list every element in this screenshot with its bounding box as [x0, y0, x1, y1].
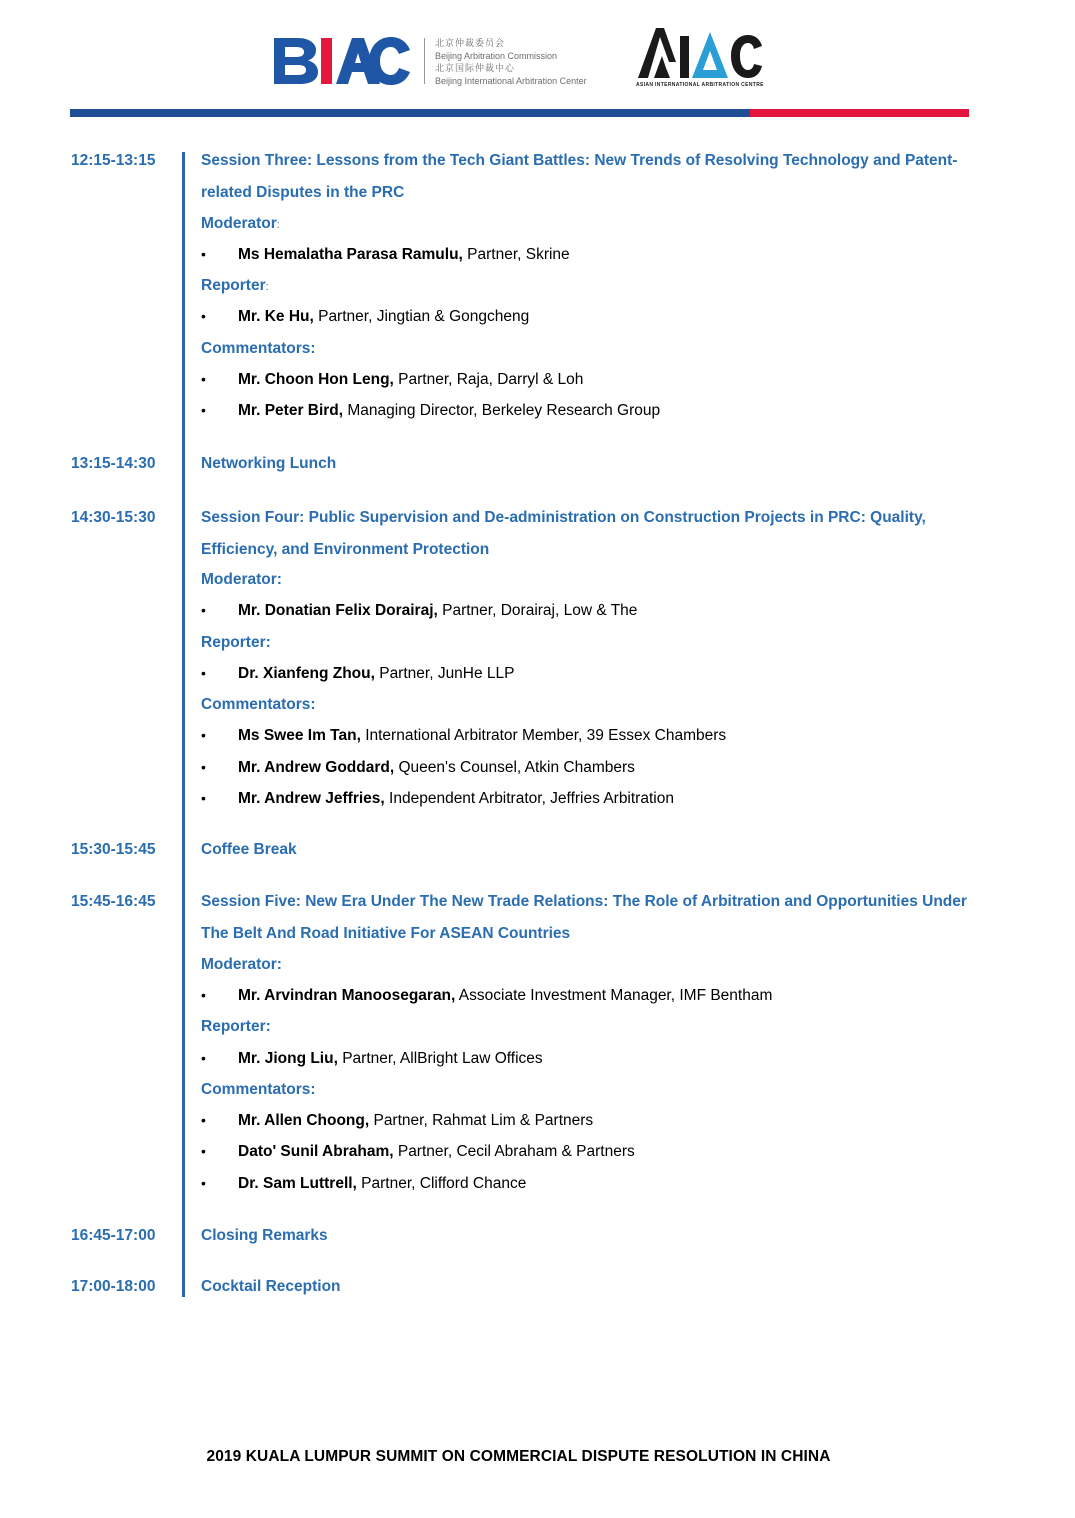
person-affiliation: Partner, AllBright Law Offices: [337, 1050, 543, 1067]
aiac-logo: [636, 24, 776, 92]
person-affiliation: Partner, Jingtian & Gongcheng: [313, 308, 530, 325]
person-affiliation: Associate Investment Manager, IMF Bentham: [455, 987, 773, 1004]
person-affiliation: Partner, Dorairaj, Low & The: [437, 602, 638, 619]
person-affiliation: Partner, Cecil Abraham & Partners: [393, 1143, 635, 1160]
time-session-five: 15:45-16:45: [71, 893, 156, 910]
bac-text-block: [435, 37, 587, 87]
person-name: Mr. Choon Hon Leng,: [238, 371, 394, 388]
person-name: Mr. Arvindran Manoosegaran,: [238, 987, 456, 1004]
person-affiliation: Partner, JunHe LLP: [374, 665, 515, 682]
person-name: Ms Hemalatha Parasa Ramulu,: [238, 246, 463, 263]
person-name: Dr. Sam Luttrell,: [238, 1175, 357, 1192]
label-moderator: Moderator:: [201, 571, 282, 588]
title-cocktail-reception: Cocktail Reception: [201, 1278, 341, 1295]
time-cocktail-reception: 17:00-18:00: [71, 1278, 156, 1295]
bac-logo: [272, 32, 612, 92]
person-name: Dato' Sunil Abraham,: [238, 1143, 394, 1160]
time-session-three: 12:15-13:15: [71, 152, 156, 169]
label-commentators: Commentators:: [201, 1081, 316, 1098]
header-bar-red: [750, 109, 969, 117]
bac-en-name: Beijing Arbitration Commission: [435, 50, 558, 61]
biac-cn-name: 北京国际仲裁中心: [435, 63, 516, 73]
person-moderator: • Ms Hemalatha Parasa Ramulu, Partner, Skrine: [201, 246, 570, 263]
person-affiliation: Partner, Clifford Chance: [356, 1175, 527, 1192]
label-reporter: Reporter:: [201, 277, 269, 294]
label-commentators: Commentators:: [201, 696, 316, 713]
time-session-four: 14:30-15:30: [71, 509, 156, 526]
aiac-logo-mark: [636, 24, 776, 82]
person-affiliation: Partner, Skrine: [462, 246, 570, 263]
person-name: Mr. Jiong Liu,: [238, 1050, 338, 1067]
person-name: Ms Swee Im Tan,: [238, 727, 361, 744]
bac-logo-mark: [272, 36, 412, 86]
bac-cn-name: 北京仲裁委员会: [435, 38, 506, 48]
bac-divider: [424, 38, 425, 84]
person-affiliation: Queen's Counsel, Atkin Chambers: [394, 759, 635, 776]
timeline-line: [182, 152, 185, 1297]
person-reporter: • Mr. Ke Hu, Partner, Jingtian & Gongcheng: [201, 308, 530, 325]
title-session-four: Session Four: Public Supervision and De-administration on Construction Projects in PRC: Quality, Efficiency, and Environment Protection: [201, 509, 926, 558]
person-name: Dr. Xianfeng Zhou,: [238, 665, 375, 682]
person-affiliation: Partner, Raja, Darryl & Loh: [393, 371, 584, 388]
person-commentator: • Dato' Sunil Abraham, Partner, Cecil Abraham & Partners: [201, 1143, 635, 1160]
header-color-bar: [70, 109, 969, 117]
person-name: Mr. Allen Choong,: [238, 1112, 370, 1129]
person-commentator: • Mr. Andrew Goddard, Queen's Counsel, Atkin Chambers: [201, 759, 635, 776]
person-name: Mr. Ke Hu,: [238, 308, 314, 325]
title-coffee-break: Coffee Break: [201, 841, 297, 858]
person-name: Mr. Donatian Felix Dorairaj,: [238, 602, 438, 619]
person-commentator: • Ms Swee Im Tan, International Arbitrator Member, 39 Essex Chambers: [201, 727, 727, 744]
title-closing-remarks: Closing Remarks: [201, 1227, 328, 1244]
footer-title: 2019 KUALA LUMPUR SUMMIT ON COMMERCIAL DISPUTE RESOLUTION IN CHINA: [206, 1448, 831, 1465]
label-moderator: Moderator:: [201, 215, 280, 232]
header-bar-blue: [70, 109, 750, 117]
label-moderator-text: Moderator: [201, 215, 277, 232]
person-reporter: • Mr. Jiong Liu, Partner, AllBright Law Offices: [201, 1050, 543, 1067]
person-moderator: • Mr. Arvindran Manoosegaran, Associate Investment Manager, IMF Bentham: [201, 987, 773, 1004]
person-affiliation: International Arbitrator Member, 39 Essex Chambers: [360, 727, 727, 744]
time-coffee-break: 15:30-15:45: [71, 841, 156, 858]
aiac-subtitle: ASIAN INTERNATIONAL ARBITRATION CENTRE: [636, 82, 764, 88]
biac-en-name: Beijing International Arbitration Center: [435, 75, 587, 86]
label-reporter-text: Reporter: [201, 277, 266, 294]
person-name: Mr. Andrew Jeffries,: [238, 790, 385, 807]
header-logos: [0, 22, 1075, 94]
person-name: Mr. Andrew Goddard,: [238, 759, 395, 776]
label-reporter: Reporter:: [201, 634, 271, 651]
person-affiliation: Managing Director, Berkeley Research Group: [343, 402, 661, 419]
label-moderator: Moderator:: [201, 956, 282, 973]
label-commentators: Commentators:: [201, 340, 316, 357]
person-affiliation: Independent Arbitrator, Jeffries Arbitration: [384, 790, 674, 807]
time-networking-lunch: 13:15-14:30: [71, 455, 156, 472]
title-networking-lunch: Networking Lunch: [201, 455, 337, 472]
person-commentator: • Mr. Choon Hon Leng, Partner, Raja, Darryl & Loh: [201, 371, 584, 388]
person-moderator: • Mr. Donatian Felix Dorairaj, Partner, Dorairaj, Low & The: [201, 602, 638, 619]
time-closing-remarks: 16:45-17:00: [71, 1227, 156, 1244]
person-commentator: • Mr. Peter Bird, Managing Director, Berkeley Research Group: [201, 402, 661, 419]
person-name: Mr. Peter Bird,: [238, 402, 344, 419]
person-commentator: • Mr. Allen Choong, Partner, Rahmat Lim & Partners: [201, 1112, 594, 1129]
person-affiliation: Partner, Rahmat Lim & Partners: [369, 1112, 594, 1129]
title-session-five: Session Five: New Era Under The New Trade Relations: The Role of Arbitration and Opportunities Under The Belt And Road Initiative For ASEAN Countries: [201, 893, 967, 942]
title-session-three: Session Three: Lessons from the Tech Giant Battles: New Trends of Resolving Technology and Patent-related Disputes in the PRC: [201, 152, 958, 201]
person-commentator: • Mr. Andrew Jeffries, Independent Arbitrator, Jeffries Arbitration: [201, 790, 674, 807]
person-reporter: • Dr. Xianfeng Zhou, Partner, JunHe LLP: [201, 665, 515, 682]
label-reporter: Reporter:: [201, 1018, 271, 1035]
person-commentator: • Dr. Sam Luttrell, Partner, Clifford Chance: [201, 1175, 527, 1192]
